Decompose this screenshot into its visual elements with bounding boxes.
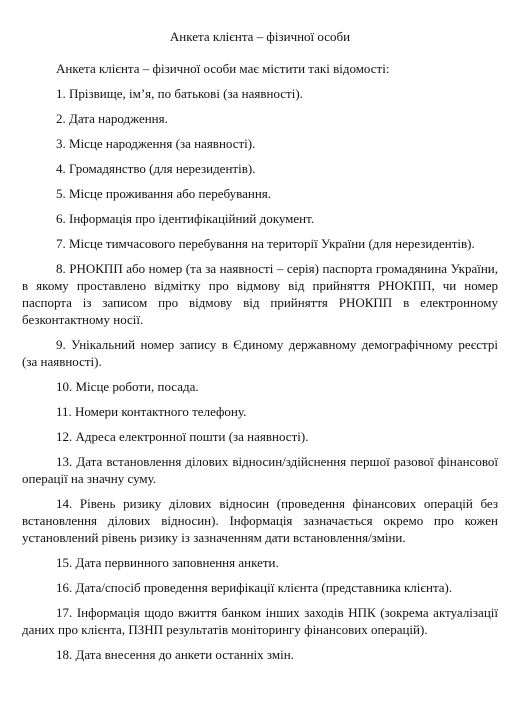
list-item-17: 17. Інформація щодо вжиття банком інших заходів НПК (зокрема актуалізації даних про клієнта, ПЗНП результатів моніторингу фінансових операцій). (22, 605, 498, 637)
list-item-4: 4. Громадянство (для нерезидентів). (56, 161, 256, 176)
list-item-14: 14. Рівень ризику ділових відносин (проведення фінансових операцій без встановлення ділових відносин). Інформація зазначається окремо про кожен установлений рівень ризику із зазначенням дати встановлення/зміни. (22, 496, 498, 545)
list-item-10: 10. Місце роботи, посада. (56, 379, 199, 394)
list-item-11: 11. Номери контактного телефону. (56, 404, 247, 419)
intro-paragraph: Анкета клієнта – фізичної особи має містити такі відомості: (56, 61, 390, 76)
list-item-8: 8. РНОКПП або номер (та за наявності – серія) паспорта громадянина України, в якому проставлено відмітку про відмову від прийняття РНОКПП, чи номер паспорта із записом про відмову від прийняття РНОКПП в електронному безконтактному носії. (22, 261, 498, 327)
list-item-13: 13. Дата встановлення ділових відносин/здійснення першої разової фінансової операції на значну суму. (22, 454, 498, 486)
list-item-15: 15. Дата первинного заповнення анкети. (56, 555, 279, 570)
list-item-18: 18. Дата внесення до анкети останніх змін. (56, 647, 294, 662)
list-item-5: 5. Місце проживання або перебування. (56, 186, 272, 201)
list-item-6: 6. Інформація про ідентифікаційний документ. (56, 211, 315, 226)
document-title: Анкета клієнта – фізичної особи (169, 29, 351, 44)
list-item-3: 3. Місце народження (за наявності). (56, 136, 256, 151)
list-item-12: 12. Адреса електронної пошти (за наявності). (56, 429, 309, 444)
list-item-16: 16. Дата/спосіб проведення верифікації клієнта (представника клієнта). (56, 580, 453, 595)
list-item-2: 2. Дата народження. (56, 111, 168, 126)
list-item-9: 9. Унікальний номер запису в Єдиному державному демографічному реєстрі (за наявності). (22, 337, 498, 369)
list-item-7: 7. Місце тимчасового перебування на території України (для нерезидентів). (56, 236, 475, 251)
list-item-1: 1. Прізвище, ім’я, по батькові (за наявності). (56, 86, 303, 101)
